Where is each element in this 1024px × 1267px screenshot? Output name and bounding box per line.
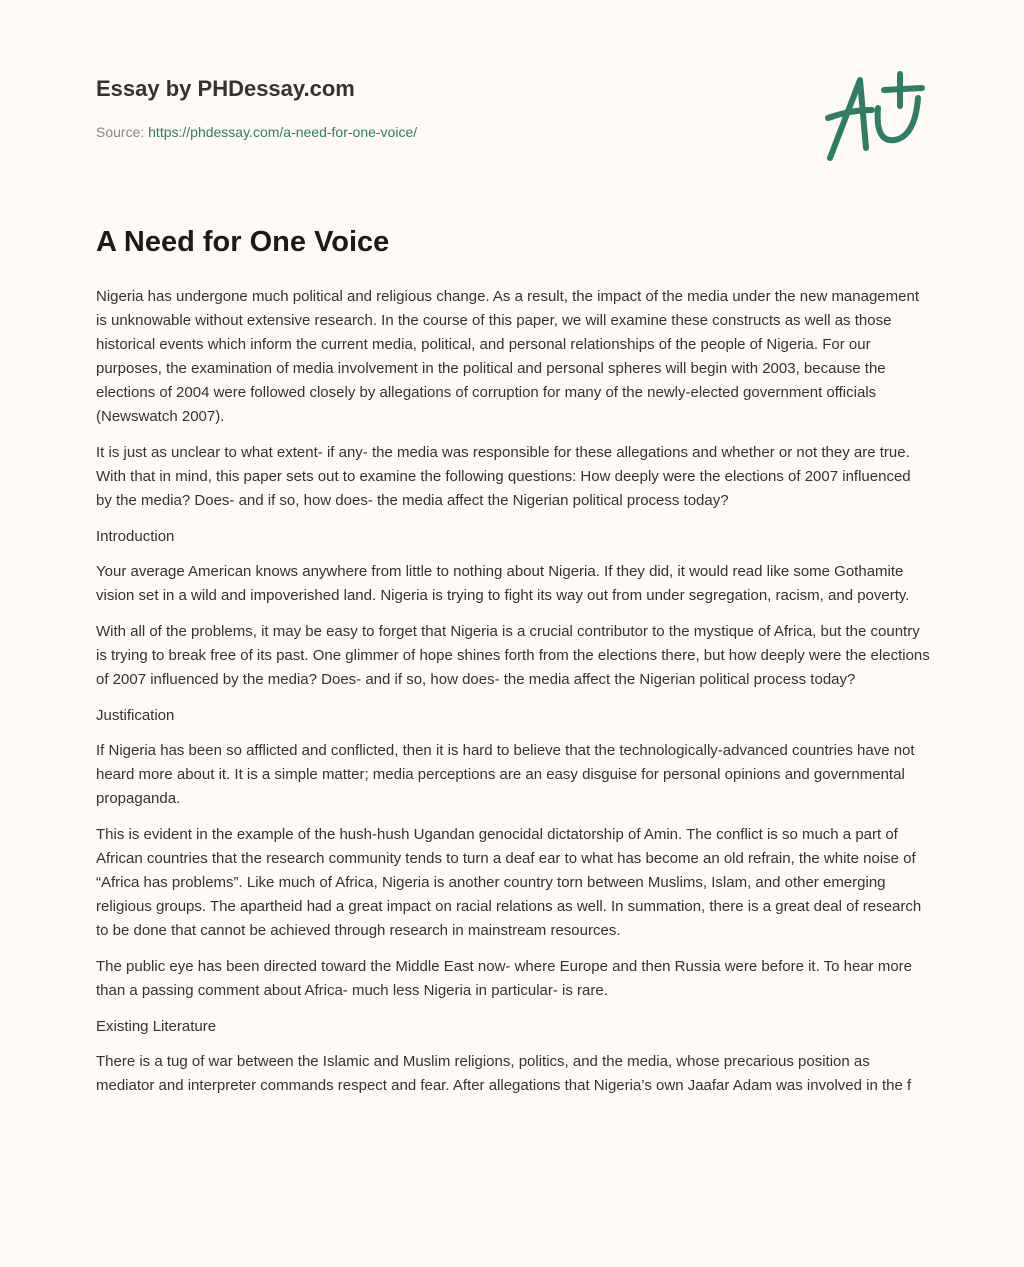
- a-plus-logo-icon: [820, 68, 930, 168]
- paragraph: Nigeria has undergone much political and religious change. As a result, the impact of the media under the new management is unknowable without extensive research. In the course of this paper, we will examine these constructs as well as those historical events which inform the current media, political, and personal relationships of the people of Nigeria. For our purposes, the examination of media involvement in the political and personal spheres will begin with 2003, because the elections of 2004 were followed closely by allegations of corruption for many of the newly-elected government officials (Newswatch 2007).: [96, 288, 919, 425]
- section-heading-existing-literature: Existing Literature: [96, 1018, 217, 1035]
- paragraph: Your average American knows anywhere from little to nothing about Nigeria. If they did, it would read like some Gothamite vision set in a wild and impoverished land. Nigeria is trying to fight its way out from under segregation, racism, and poverty.: [96, 563, 910, 604]
- paragraph: This is evident in the example of the hush-hush Ugandan genocidal dictatorship of Amin. The conflict is so much a part of African countries that the research community tends to turn a deaf ear to what has become an old refrain, the white noise of “Africa has problems”. Like much of Africa, Nigeria is another country torn between Muslims, Islam, and other emerging religious groups. The apartheid had a great impact on racial relations as well. In summation, there is a great deal of research to be done that cannot be achieved through research in mainstream resources.: [96, 826, 922, 939]
- section-heading-justification: Justification: [96, 707, 175, 724]
- paragraph: The public eye has been directed toward the Middle East now- where Europe and then Russia were before it. To hear more than a passing comment about Africa- much less Nigeria in particular- is rare.: [96, 958, 913, 999]
- essay-body: [96, 285, 930, 1110]
- paragraph: It is just as unclear to what extent- if any- the media was responsible for these allegations and whether or not they are true. With that in mind, this paper sets out to examine the following questions: How deeply were the elections of 2007 influenced by the media? Does- and if so, how does- the media affect the Nigerian political process today?: [96, 444, 911, 509]
- paragraph: If Nigeria has been so afflicted and conflicted, then it is hard to believe that the technologically-advanced countries have not heard more about it. It is a simple matter; media perceptions are an easy disguise for personal opinions and governmental propaganda.: [96, 742, 915, 807]
- site-brand: Essay by PHDessay.com: [96, 76, 355, 101]
- paragraph: There is a tug of war between the Islamic and Muslim religions, politics, and the media, whose precarious position as mediator and interpreter commands respect and fear. After allegations that Nigeria’s own Jaafar Adam was involved in the f: [96, 1053, 912, 1094]
- source-label: Source:: [96, 124, 145, 140]
- paragraph: With all of the problems, it may be easy to forget that Nigeria is a crucial contributor to the mystique of Africa, but the country is trying to break free of its past. One glimmer of hope shines forth from the elections there, but how deeply were the elections of 2007 influenced by the media? Does- and if so, how does- the media affect the Nigerian political process today?: [96, 623, 930, 688]
- source-link[interactable]: https://phdessay.com/a-need-for-one-voice/: [148, 124, 418, 140]
- section-heading-introduction: Introduction: [96, 528, 175, 545]
- source-line: [96, 124, 417, 140]
- page-title: A Need for One Voice: [96, 226, 390, 258]
